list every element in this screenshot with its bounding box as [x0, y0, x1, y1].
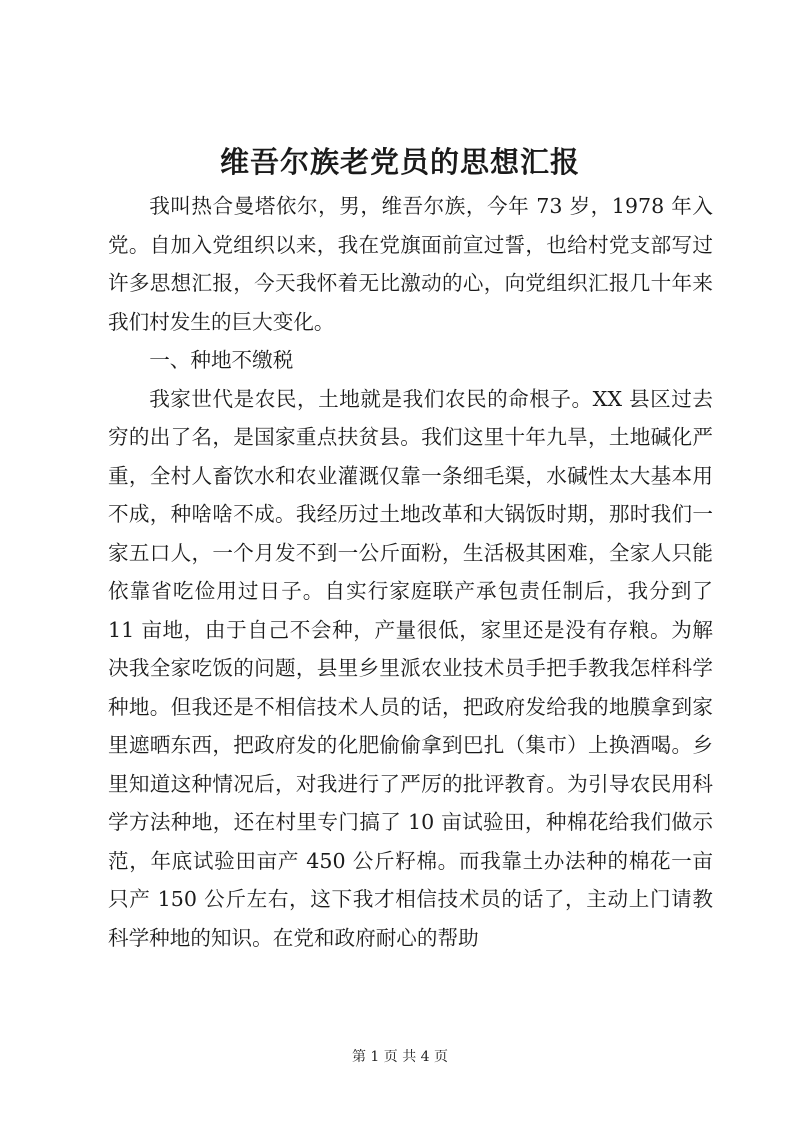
section-heading: 一、种地不缴税 — [149, 348, 294, 372]
document-body — [108, 187, 713, 957]
document-title: 维吾尔族老党员的思想汇报 — [219, 145, 580, 179]
paragraph-intro: 我叫热合曼塔依尔，男，维吾尔族，今年 73 岁，1978 年入党。自加入党组织以来，我在党旗面前宣过誓，也给村党支部写过许多思想汇报，今天我怀着无比激动的心，向党组织汇报几十年来我们村发生的巨大变化。 — [108, 194, 713, 334]
page-footer: 第 1 页 共 4 页 — [351, 1049, 449, 1065]
paragraph-farming: 我家世代是农民，土地就是我们农民的命根子。XX 县区过去穷的出了名，是国家重点扶贫县。我们这里十年九旱，土地碱化严重，全村人畜饮水和农业灌溉仅靠一条细毛渠，水碱性太大基本用不成，种啥啥不成。我经历过土地改革和大锅饭时期，那时我们一家五口人，一个月发不到一公斤面粉，生活极其困难，全家人只能依靠省吃俭用过日子。自实行家庭联产承包责任制后，我分到了 11 亩地，由于自己不会种，产量很低，家里还是没有存粮。为解决我全家吃饭的问题，县里乡里派农业技术员手把手教我怎样科学种地。但我还是不相信技术人员的话，把政府发给我的地膜拿到家里遮晒东西，把政府发的化肥偷偷拿到巴扎（集市）上换酒喝。乡里知道这种情况后，对我进行了严厉的批评教育。为引导农民用科学方法种地，还在村里专门搞了 10 亩试验田，种棉花给我们做示范，年底试验田亩产 450 公斤籽棉。而我靠土办法种的棉花一亩只产 150 公斤左右，这下我才相信技术员的话了，主动上门请教科学种地的知识。在党和政府耐心的帮助 — [108, 386, 713, 950]
